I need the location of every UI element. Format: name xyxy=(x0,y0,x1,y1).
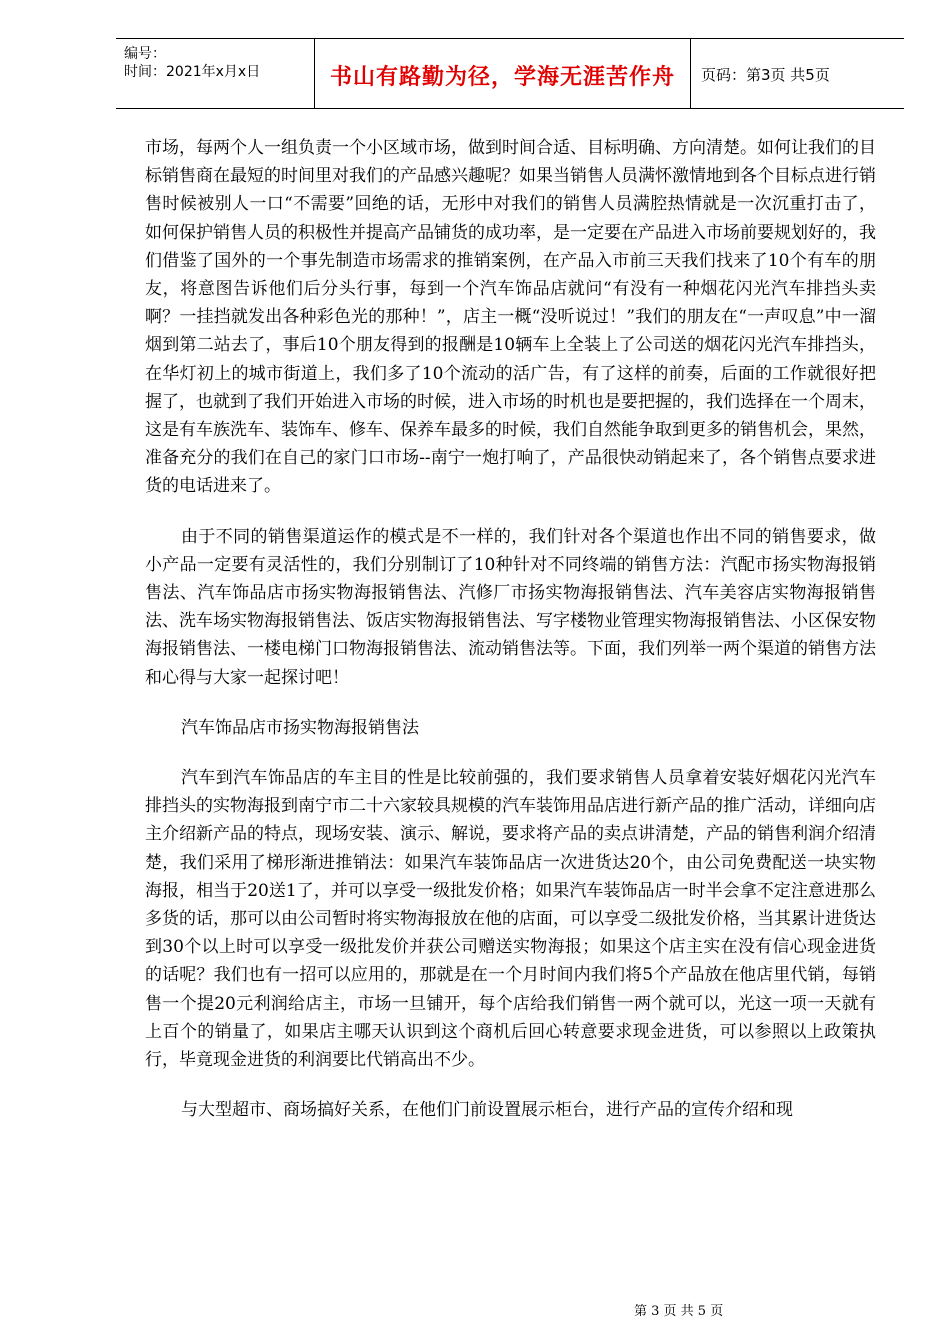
header-page-cell xyxy=(691,39,904,108)
footer-page-number: 第 3 页 共 5 页 xyxy=(634,1304,724,1319)
section-heading: 汽车饰品店市扬实物海报销售法 xyxy=(181,717,419,738)
header-motto-cell xyxy=(315,39,691,108)
serial-number-label: 编号： xyxy=(124,46,166,62)
header-page-number: 页码：第3页 共5页 xyxy=(701,66,830,84)
date-label: 时间：2021年x月x日 xyxy=(124,64,261,80)
header-info-cell xyxy=(116,39,315,108)
paragraph-supermarket: 与大型超市、商场搞好关系，在他们门前设置展示柜台，进行产品的宣传介绍和现 xyxy=(181,1100,793,1121)
paragraph-market-intro: 市场，每两个人一组负责一个小区域市场，做到时间合适、目标明确、方向清楚。如何让我们的目标销售商在最短的时间里对我们的产品感兴趣呢？如果当销售人员满怀激情地到各个目标点进行销售时候被别人一口“不需要”回绝的话，无形中对我们的销售人员满腔热情就是一次沉重打击了，如何保护销售人员的积极性并提高产品铺货的成功率，是一定要在产品进入市场前要规划好的，我们借鉴了国外的一个事先制造市场需求的推销案例，在产品入市前三天我们找来了10个有车的朋友，将意图告诉他们后分头行事，每到一个汽车饰品店就问“有没有一种烟花闪光汽车排挡头卖啊？一挂挡就发出各种彩色光的那种！”，店主一概“没听说过！”我们的朋友在“一声叹息”中一溜烟到第二站去了，事后10个朋友得到的报酬是10辆车上全装上了公司送的烟花闪光汽车排挡头，在华灯初上的城市街道上，我们多了10个流动的活广告，有了这样的前奏，后面的工作就很好把握了，也就到了我们开始进入市场的时候，进入市场的时机也是要把握的，我们选择在一个周末，这是有车族洗车、装饰车、修车、保养车最多的时候，我们自然能争取到更多的销售机会，果然，准备充分的我们在自己的家门口市场--南宁一炮打响了，产品很快动销起来了，各个销售点要求进货的电话进来了。 xyxy=(145,138,876,497)
page-header xyxy=(116,38,904,109)
motto-text: 书山有路勤为径，学海无涯苦作舟 xyxy=(329,65,675,90)
paragraph-sales-channels: 由于不同的销售渠道运作的模式是不一样的，我们针对各个渠道也作出不同的销售要求，做小产品一定要有灵活性的，我们分别制订了10种针对不同终端的销售方法：汽配市扬实物海报销售法、汽车饰品店市扬实物海报销售法、汽修厂市扬实物海报销售法、汽车美容店实物海报销售法、洗车场实物海报销售法、饭店实物海报销售法、写字楼物业管理实物海报销售法、小区保安物海报销售法、一楼电梯门口物海报销售法、流动销售法等。下面，我们列举一两个渠道的销售方法和心得与大家一起探讨吧！ xyxy=(145,526,876,688)
paragraph-accessory-store-method: 汽车到汽车饰品店的车主目的性是比较前强的，我们要求销售人员拿着安装好烟花闪光汽车排挡头的实物海报到南宁市二十六家较具规模的汽车装饰用品店进行新产品的推广活动，详细向店主介绍新产品的特点，现场安装、演示、解说，要求将产品的卖点讲清楚，产品的销售利润介绍清楚，我们采用了梯形渐进推销法：如果汽车装饰品店一次进货达20个，由公司免费配送一块实物海报，相当于20送1了，并可以享受一级批发价格；如果汽车装饰品店一时半会拿不定注意进那么多货的话，那可以由公司暂时将实物海报放在他的店面，可以享受二级批发价格，当其累计进货达到30个以上时可以享受一级批发价并获公司赠送实物海报；如果这个店主实在没有信心现金进货的话呢？我们也有一招可以应用的，那就是在一个月时间内我们将5个产品放在他店里代销，每销售一个提20元利润给店主，市场一旦铺开，每个店给我们销售一两个就可以，光这一项一天就有上百个的销量了，如果店主哪天认识到这个商机后回心转意要求现金进货，可以参照以上政策执行，毕竟现金进货的利润要比代销高出不少。 xyxy=(145,768,876,1071)
document-body xyxy=(145,134,876,1125)
